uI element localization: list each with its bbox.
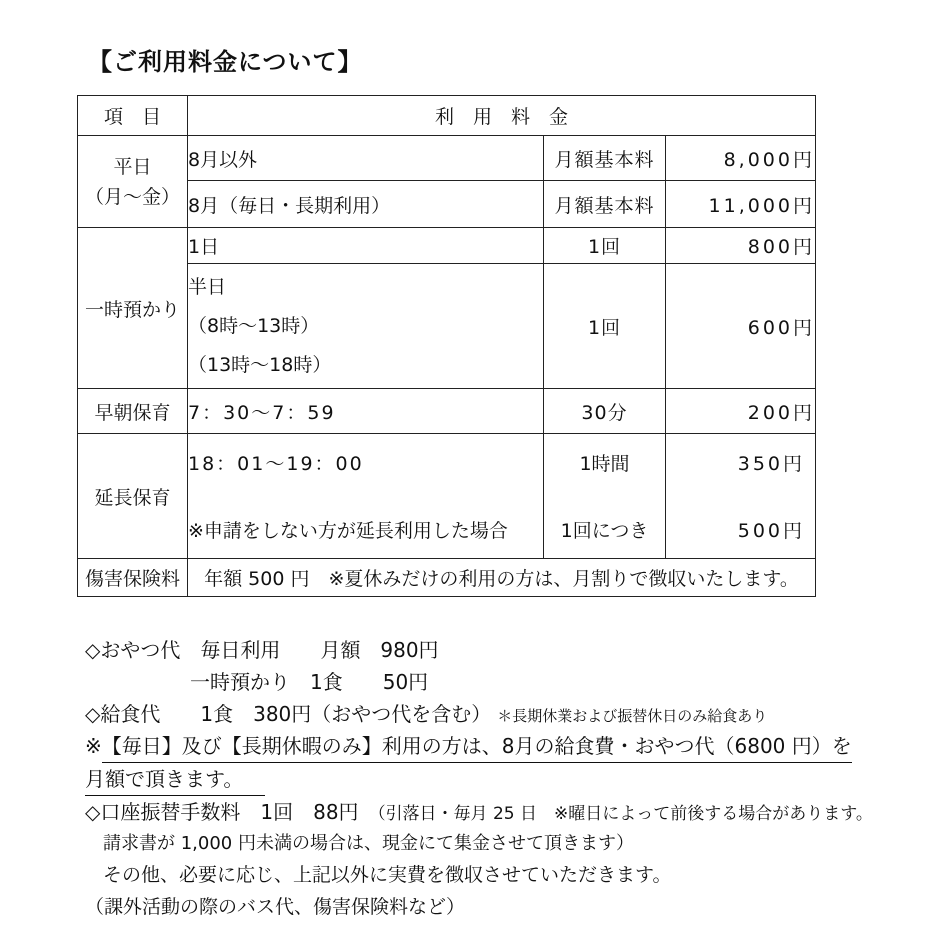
note-transfer-detail: （引落日・毎月 25 日 ※曜日によって前後する場合があります。 [368, 804, 873, 824]
row-temporary-fullday [78, 228, 816, 264]
cell-weekday1-desc: 8月以外 [188, 136, 544, 181]
cell-weekday-label [78, 136, 188, 228]
cell-weekday2-price: 11,000円 [666, 181, 816, 228]
extended-price-line1: 350円 [737, 452, 805, 475]
cell-fullday-price: 800円 [666, 228, 816, 264]
header-item: 項 目 [78, 96, 188, 136]
fee-table-header-row [78, 96, 816, 136]
cell-weekday2-unit: 月額基本料 [544, 181, 666, 228]
cell-fullday-desc: 1日 [188, 228, 544, 264]
cell-early-unit: 30分 [544, 389, 666, 434]
cell-early-desc: 7：30～7：59 [188, 389, 544, 434]
note-august-line1 [85, 733, 852, 763]
note-august-underlined2: 月額で頂きます。 [85, 766, 265, 796]
note-august-underlined: 【毎日】及び【長期休暇のみ】利用の方は、8月の給食費・おやつ代（6800 円）を [102, 733, 852, 763]
note-august-prefix: ※ [85, 734, 102, 758]
extended-desc-line1: 18：01～19：00 [188, 452, 364, 475]
row-weekday-2 [78, 181, 816, 228]
cell-halfday-price: 600円 [666, 264, 816, 389]
cell-extended-desc [188, 434, 544, 559]
note-other: その他、必要に応じ、上記以外に実費を徴収させていただきます。 [103, 864, 672, 886]
halfday-desc-line2: （8時～13時） [188, 314, 320, 337]
note-lunch [85, 701, 767, 729]
document-title: 【ご利用料金について】 [88, 48, 363, 76]
extended-price-line2: 500円 [737, 519, 805, 542]
cell-insurance-label: 傷害保険料 [78, 559, 188, 597]
note-example: （課外活動の際のバス代、傷害保険料など） [85, 896, 466, 918]
halfday-desc-line3: （13時～18時） [188, 353, 332, 376]
row-weekday-1 [78, 136, 816, 181]
cell-halfday-desc [188, 264, 544, 389]
cell-extended-unit [544, 434, 666, 559]
fee-table [77, 95, 816, 597]
cell-extended-label: 延長保育 [78, 434, 188, 559]
cell-weekday2-desc: 8月（毎日・長期利用） [188, 181, 544, 228]
note-lunch-main: ◇給食代 1食 380円（おやつ代を含む） [85, 702, 492, 726]
cell-temporary-label: 一時預かり [78, 228, 188, 389]
row-early [78, 389, 816, 434]
weekday-label-sub: （月～金） [84, 185, 180, 208]
note-snack-line1: ◇おやつ代 毎日利用 月額 980円 [85, 638, 439, 662]
note-transfer-main: ◇口座振替手数料 1回 88円 [85, 800, 359, 824]
cell-weekday1-price: 8,000円 [666, 136, 816, 181]
extended-unit-line1: 1時間 [579, 452, 630, 475]
row-extended [78, 434, 816, 559]
note-lunch-small: ＊長期休業および振替休日のみ給食あり [497, 707, 768, 725]
row-insurance [78, 559, 816, 597]
note-snack-line2: 一時預かり 1食 50円 [190, 670, 429, 694]
cell-fullday-unit: 1回 [544, 228, 666, 264]
cell-insurance-desc: 年額 500 円 ※夏休みだけの利用の方は、月割りで徴収いたします。 [188, 559, 816, 597]
note-invoice: 請求書が 1,000 円未満の場合は、現金にて集金させて頂きます） [103, 833, 634, 854]
header-fee: 利 用 料 金 [188, 96, 816, 136]
halfday-desc-line1: 半日 [188, 275, 227, 298]
weekday-label: 平日 [113, 155, 152, 178]
cell-extended-price [666, 434, 816, 559]
cell-early-label: 早朝保育 [78, 389, 188, 434]
cell-early-price: 200円 [666, 389, 816, 434]
extended-unit-line2: 1回につき [560, 519, 649, 542]
row-temporary-halfday [78, 264, 816, 389]
note-transfer [85, 799, 873, 827]
cell-halfday-unit: 1回 [544, 264, 666, 389]
extended-desc-line2: ※申請をしない方が延長利用した場合 [188, 519, 508, 542]
cell-weekday1-unit: 月額基本料 [544, 136, 666, 181]
note-august-line2 [85, 766, 265, 796]
